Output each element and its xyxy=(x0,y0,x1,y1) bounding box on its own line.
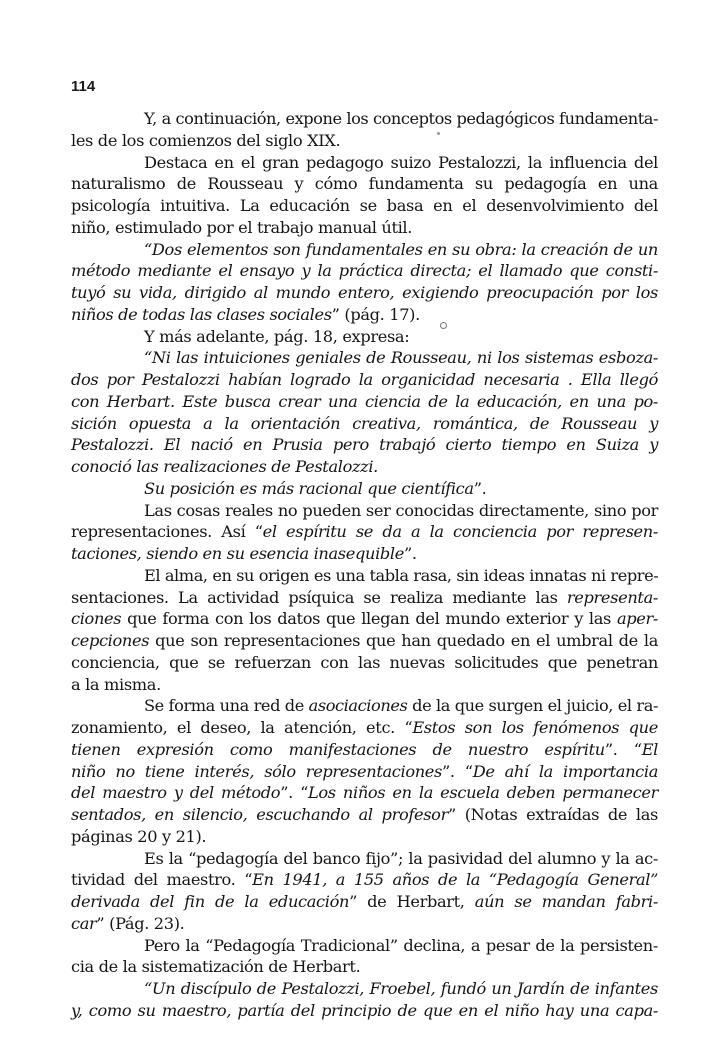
text-line xyxy=(71,761,658,783)
text-segment: ”. “ xyxy=(604,739,642,759)
text-line xyxy=(71,848,658,870)
text-line xyxy=(71,347,658,369)
text-segment: naturalismo de Rousseau y cómo fundamenta su pedagogía en una xyxy=(71,174,658,194)
text-line xyxy=(71,652,658,674)
text-segment: Las cosas reales no pueden ser conocidas directamente, sino por xyxy=(144,500,658,520)
page-number: 114 xyxy=(71,78,96,95)
text-line xyxy=(71,500,658,522)
italic-text: el espíritu se da a la conciencia por represen- xyxy=(262,522,658,542)
text-line xyxy=(71,717,658,739)
italic-text: niños de todas las clases sociales xyxy=(71,304,332,324)
text-line xyxy=(71,130,658,152)
italic-text: derivada del fin de la educación xyxy=(71,892,350,911)
text-segment: ”. xyxy=(473,478,487,498)
text-line xyxy=(71,935,658,957)
paragraph xyxy=(71,152,658,239)
text-line xyxy=(71,391,658,413)
italic-text: con Herbart. Este busca crear una ciencia de la educación, en una po- xyxy=(71,391,658,411)
italic-text: cepciones xyxy=(71,631,150,650)
text-line xyxy=(71,630,658,652)
text-line xyxy=(71,195,658,217)
italic-text: sentados, en silencio, escuchando al profesor xyxy=(71,805,448,824)
text-segment: ”. “ xyxy=(441,761,473,781)
italic-text: Su posición es más racional que científica xyxy=(144,478,474,498)
italic-text: tuyó su vida, dirigido al mundo entero, exigiendo preocupación por los xyxy=(71,283,658,302)
text-segment: que son representaciones que han quedado en el umbral de la xyxy=(149,631,658,650)
text-line xyxy=(71,565,658,587)
paragraph xyxy=(71,695,658,847)
text-line xyxy=(71,369,658,391)
text-segment: les de los comienzos del siglo XIX. xyxy=(71,130,341,150)
paragraph xyxy=(71,347,658,478)
italic-text: representa- xyxy=(566,587,658,607)
italic-text: aún se mandan fabri- xyxy=(474,892,658,911)
italic-text: “Dos elementos son fundamentales en su obra: la creación de un xyxy=(144,239,658,259)
italic-text: aper- xyxy=(616,609,658,629)
text-segment: que forma con los datos que llegan del mundo exterior y las xyxy=(121,609,617,629)
text-line xyxy=(71,695,658,717)
text-line xyxy=(71,782,658,804)
text-line xyxy=(71,456,658,478)
text-line xyxy=(71,260,658,282)
text-line xyxy=(71,826,658,848)
italic-text: y, como su maestro, partía del principio de que en el niño hay una capa- xyxy=(71,1000,658,1020)
paragraph xyxy=(71,565,658,696)
text-line xyxy=(71,543,658,565)
text-line xyxy=(71,326,658,348)
text-line xyxy=(71,173,658,195)
paragraph xyxy=(71,848,658,935)
body-text xyxy=(71,108,658,1022)
text-segment: Es la “pedagogía del banco fijo”; la pasividad del alumno y la ac- xyxy=(144,848,658,868)
text-segment: Se forma una red de xyxy=(144,696,309,716)
text-line xyxy=(71,413,658,435)
italic-text: asociaciones xyxy=(308,696,408,716)
text-segment: Y, a continuación, expone los conceptos pedagógicos fundamenta- xyxy=(144,109,658,128)
text-line xyxy=(71,108,658,130)
text-segment: ”. “ xyxy=(280,783,309,803)
text-segment: psicología intuitiva. La educación se basa en el desenvolvimiento del xyxy=(71,196,658,215)
text-line xyxy=(71,891,658,913)
text-line xyxy=(71,478,658,500)
text-line xyxy=(71,978,658,1000)
text-segment: Pero la “Pedagogía Tradicional” declina, a pesar de la persisten- xyxy=(144,935,658,955)
paragraph xyxy=(71,478,658,500)
text-line xyxy=(71,282,658,304)
text-segment: Y más adelante, pág. 18, expresa: xyxy=(144,326,410,346)
text-line xyxy=(71,434,658,456)
italic-text: “Un discípulo de Pestalozzi, Froebel, fundó un Jardín de infantes xyxy=(144,979,658,998)
italic-text: conoció las realizaciones de Pestalozzi. xyxy=(71,457,378,476)
text-line xyxy=(71,608,658,630)
italic-text: tienen expresión como manifestaciones de nuestro espíritu xyxy=(71,739,605,759)
italic-text: sición opuesta a la orientación creativa, romántica, de Rousseau y xyxy=(71,413,658,433)
italic-text: En 1941, a 155 años de la “Pedagogía General” xyxy=(252,870,659,890)
italic-text: dos por Pestalozzi habían logrado la organicidad necesaria . Ella llegó xyxy=(71,370,658,389)
text-line xyxy=(71,587,658,609)
text-segment: tividad del maestro. “ xyxy=(71,870,253,890)
italic-text: Estos son los fenómenos que xyxy=(412,718,658,737)
text-line xyxy=(71,217,658,239)
text-line xyxy=(71,304,658,326)
italic-text: De ahí la importancia xyxy=(472,761,659,781)
text-line xyxy=(71,913,658,935)
italic-text: El xyxy=(641,739,658,759)
text-line xyxy=(71,804,658,826)
text-segment: zonamiento, el deseo, la atención, etc. “ xyxy=(71,718,413,737)
italic-text: “Ni las intuiciones geniales de Rousseau, ni los sistemas esboza- xyxy=(144,348,658,368)
text-segment: ” de Herbart, xyxy=(349,892,475,911)
text-line xyxy=(71,1000,658,1022)
text-line xyxy=(71,152,658,174)
paragraph xyxy=(71,978,658,1022)
text-segment: representaciones. Así “ xyxy=(71,522,263,542)
text-segment: ” (pág. 17). xyxy=(331,304,420,324)
text-line xyxy=(71,521,658,543)
italic-text: método mediante el ensayo y la práctica directa; el llamado que consti- xyxy=(71,261,658,281)
italic-text: del maestro y del método xyxy=(71,783,281,803)
italic-text: taciones, siendo en su esencia inasequible xyxy=(71,544,404,563)
text-line xyxy=(71,869,658,891)
text-line xyxy=(71,739,658,761)
text-segment: a la misma. xyxy=(71,674,161,694)
text-segment: ” (Notas extraídas de las xyxy=(447,805,658,824)
paragraph xyxy=(71,239,658,326)
paragraph xyxy=(71,108,658,152)
text-line xyxy=(71,674,658,696)
italic-text: ciones xyxy=(71,609,122,629)
text-segment: ”. xyxy=(403,544,417,563)
italic-text: niño no tiene interés, sólo representaciones xyxy=(71,761,442,781)
text-segment: niño, estimulado por el trabajo manual útil. xyxy=(71,217,413,237)
text-segment: sentaciones. La actividad psíquica se realiza mediante las xyxy=(71,587,567,607)
paragraph xyxy=(71,326,658,348)
scan-speck xyxy=(437,132,440,135)
text-segment: páginas 20 y 21). xyxy=(71,826,207,846)
text-segment: El alma, en su origen es una tabla rasa, sin ideas innatas ni repre- xyxy=(144,565,659,585)
text-segment: ” (Pág. 23). xyxy=(96,913,185,933)
text-line xyxy=(71,239,658,261)
text-segment: Destaca en el gran pedagogo suizo Pestalozzi, la influencia del xyxy=(144,152,658,172)
text-line xyxy=(71,956,658,978)
text-segment: de la que surgen el juicio, el ra- xyxy=(407,696,658,716)
italic-text: Los niños en la escuela deben permanecer xyxy=(308,783,658,803)
italic-text: car xyxy=(71,913,97,933)
text-segment: conciencia, que se refuerzan con las nuevas solicitudes que penetran xyxy=(71,652,658,672)
italic-text: Pestalozzi. El nació en Prusia pero trabajó cierto tiempo en Suiza y xyxy=(71,435,658,455)
scan-speck xyxy=(440,322,447,329)
text-segment: cia de la sistematización de Herbart. xyxy=(71,957,361,977)
paragraph xyxy=(71,500,658,565)
paragraph xyxy=(71,935,658,979)
